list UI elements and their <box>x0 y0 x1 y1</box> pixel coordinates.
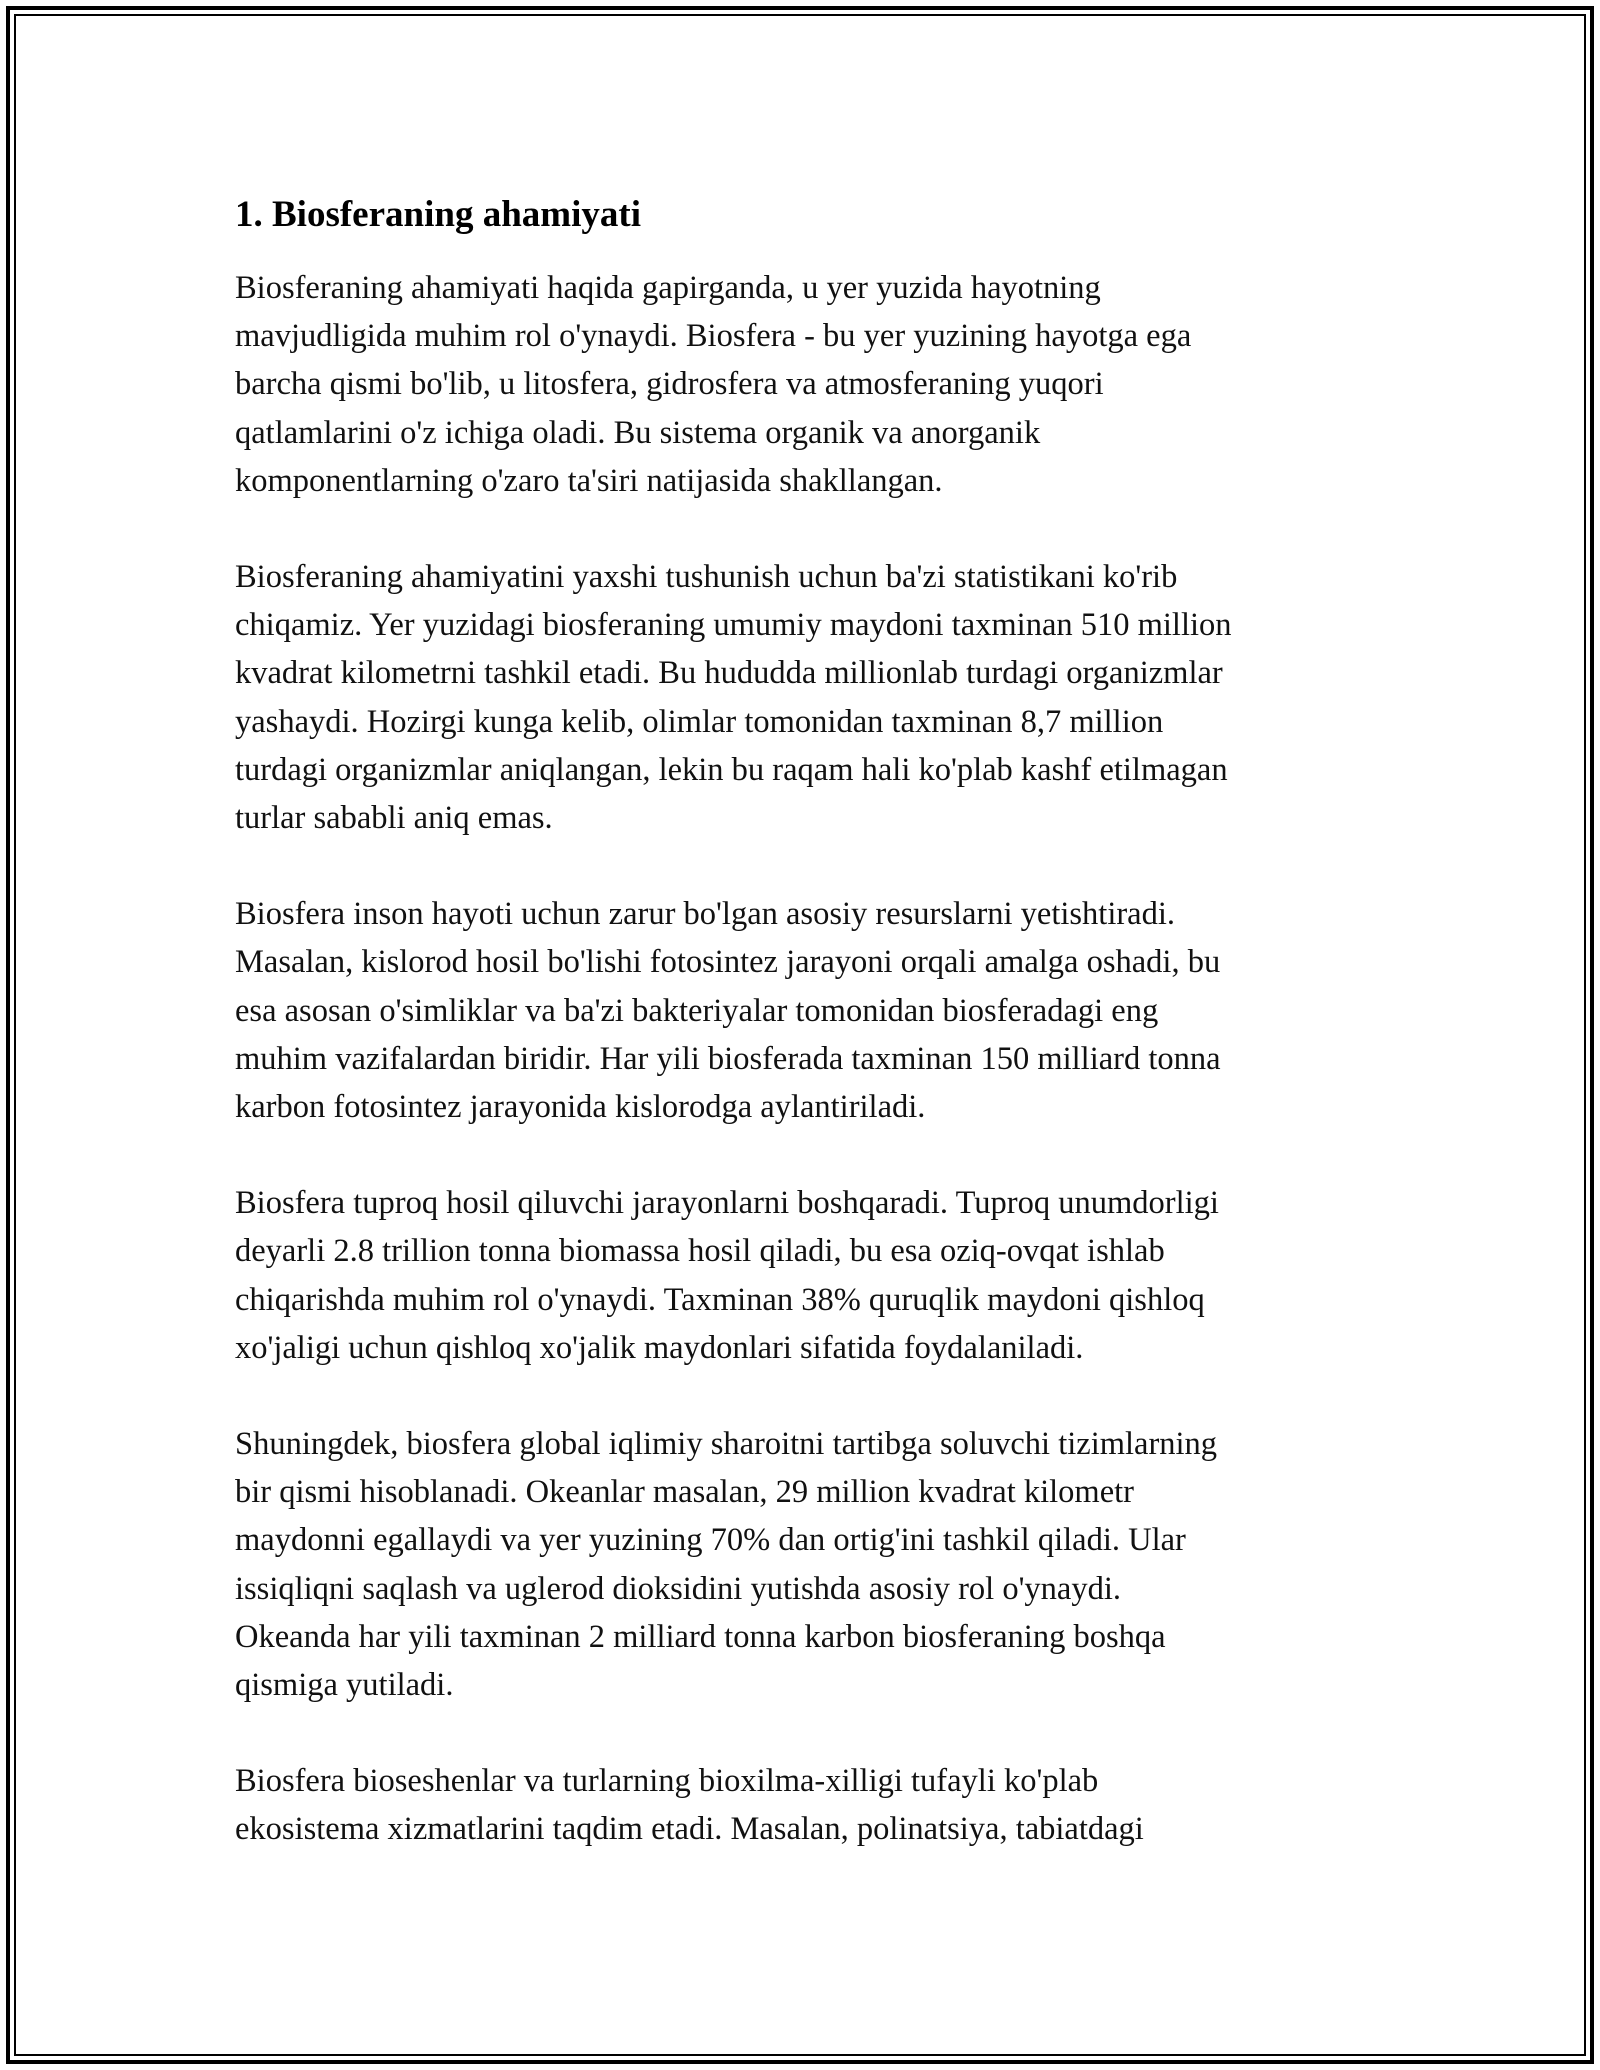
paragraph-line: Biosfera bioseshenlar va turlarning bioxilma-xilligi tufayli ko'plab <box>235 1763 1099 1800</box>
paragraph-line: bir qismi hisoblanadi. Okeanlar masalan, 29 million kvadrat kilometr <box>235 1474 1134 1511</box>
paragraph-line: Biosferaning ahamiyati haqida gapirganda, u yer yuzida hayotning <box>235 270 1101 306</box>
paragraph-line: komponentlarning o'zaro ta'siri natijasida shakllangan. <box>235 462 943 499</box>
paragraph-line: Biosfera tuproq hosil qiluvchi jarayonlarni boshqaradi. Tuproq unumdorligi <box>235 1185 1219 1222</box>
paragraph-line: Masalan, kislorod hosil bo'lishi fotosintez jarayoni orqali amalga oshadi, bu <box>235 944 1221 981</box>
paragraph-line: chiqamiz. Yer yuzidagi biosferaning umumiy maydoni taxminan 510 million <box>235 607 1232 644</box>
paragraph-line: qismiga yutiladi. <box>235 1667 454 1704</box>
paragraph <box>235 890 1395 1131</box>
paragraph-line: Okeanda har yili taxminan 2 milliard tonna karbon biosferaning boshqa <box>235 1618 1166 1655</box>
paragraph-line: Shuningdek, biosfera global iqlimiy sharoitni tartibga soluvchi tizimlarning <box>235 1426 1218 1463</box>
section-heading: 1. Biosferaning ahamiyati <box>235 194 641 235</box>
paragraph <box>235 1757 1395 1853</box>
paragraph-list <box>235 264 1395 1854</box>
paragraph-line: barcha qismi bo'lib, u litosfera, gidrosfera va atmosferaning yuqori <box>235 366 1104 403</box>
paragraph <box>235 264 1395 505</box>
paragraph-line: issiqliqni saqlash va uglerod dioksidini yutishda asosiy rol o'ynaydi. <box>235 1570 1122 1607</box>
paragraph-line: esa asosan o'simliklar va ba'zi bakteriyalar tomonidan biosferadagi eng <box>235 992 1159 1029</box>
paragraph <box>235 1179 1395 1372</box>
paragraph-line: turdagi organizmlar aniqlangan, lekin bu raqam hali ko'plab kashf etilmagan <box>235 751 1228 788</box>
paragraph-line: qatlamlarini o'z ichiga oladi. Bu sistema organik va anorganik <box>235 414 1041 451</box>
paragraph-line: deyarli 2.8 trillion tonna biomassa hosil qiladi, bu esa oziq-ovqat ishlab <box>235 1233 1165 1270</box>
document-body <box>235 188 1395 1854</box>
paragraph-line: muhim vazifalardan biridir. Har yili biosferada taxminan 150 milliard tonna <box>235 1040 1221 1077</box>
paragraph-line: ekosistema xizmatlarini taqdim etadi. Masalan, polinatsiya, tabiatdagi <box>235 1811 1144 1848</box>
paragraph-line: Biosfera inson hayoti uchun zarur bo'lgan asosiy resurslarni yetishtiradi. <box>235 896 1176 933</box>
paragraph-line: yashaydi. Hozirgi kunga kelib, olimlar tomonidan taxminan 8,7 million <box>235 703 1164 740</box>
paragraph-line: Biosferaning ahamiyatini yaxshi tushunish uchun ba'zi statistikani ko'rib <box>235 559 1178 596</box>
paragraph-line: karbon fotosintez jarayonida kislorodga aylantiriladi. <box>235 1089 926 1126</box>
paragraph <box>235 1420 1395 1709</box>
paragraph-line: turlar sababli aniq emas. <box>235 800 553 837</box>
paragraph-line: chiqarishda muhim rol o'ynaydi. Taxminan 38% quruqlik maydoni qishloq <box>235 1281 1205 1318</box>
paragraph-line: mavjudligida muhim rol o'ynaydi. Biosfera - bu yer yuzining hayotga ega <box>235 318 1192 355</box>
paragraph-line: kvadrat kilometrni tashkil etadi. Bu hududda millionlab turdagi organizmlar <box>235 655 1223 692</box>
paragraph <box>235 553 1395 842</box>
paragraph-line: xo'jaligi uchun qishloq xo'jalik maydonlari sifatida foydalaniladi. <box>235 1329 1084 1366</box>
paragraph-line: maydonni egallaydi va yer yuzining 70% dan ortig'ini tashkil qiladi. Ular <box>235 1522 1186 1559</box>
